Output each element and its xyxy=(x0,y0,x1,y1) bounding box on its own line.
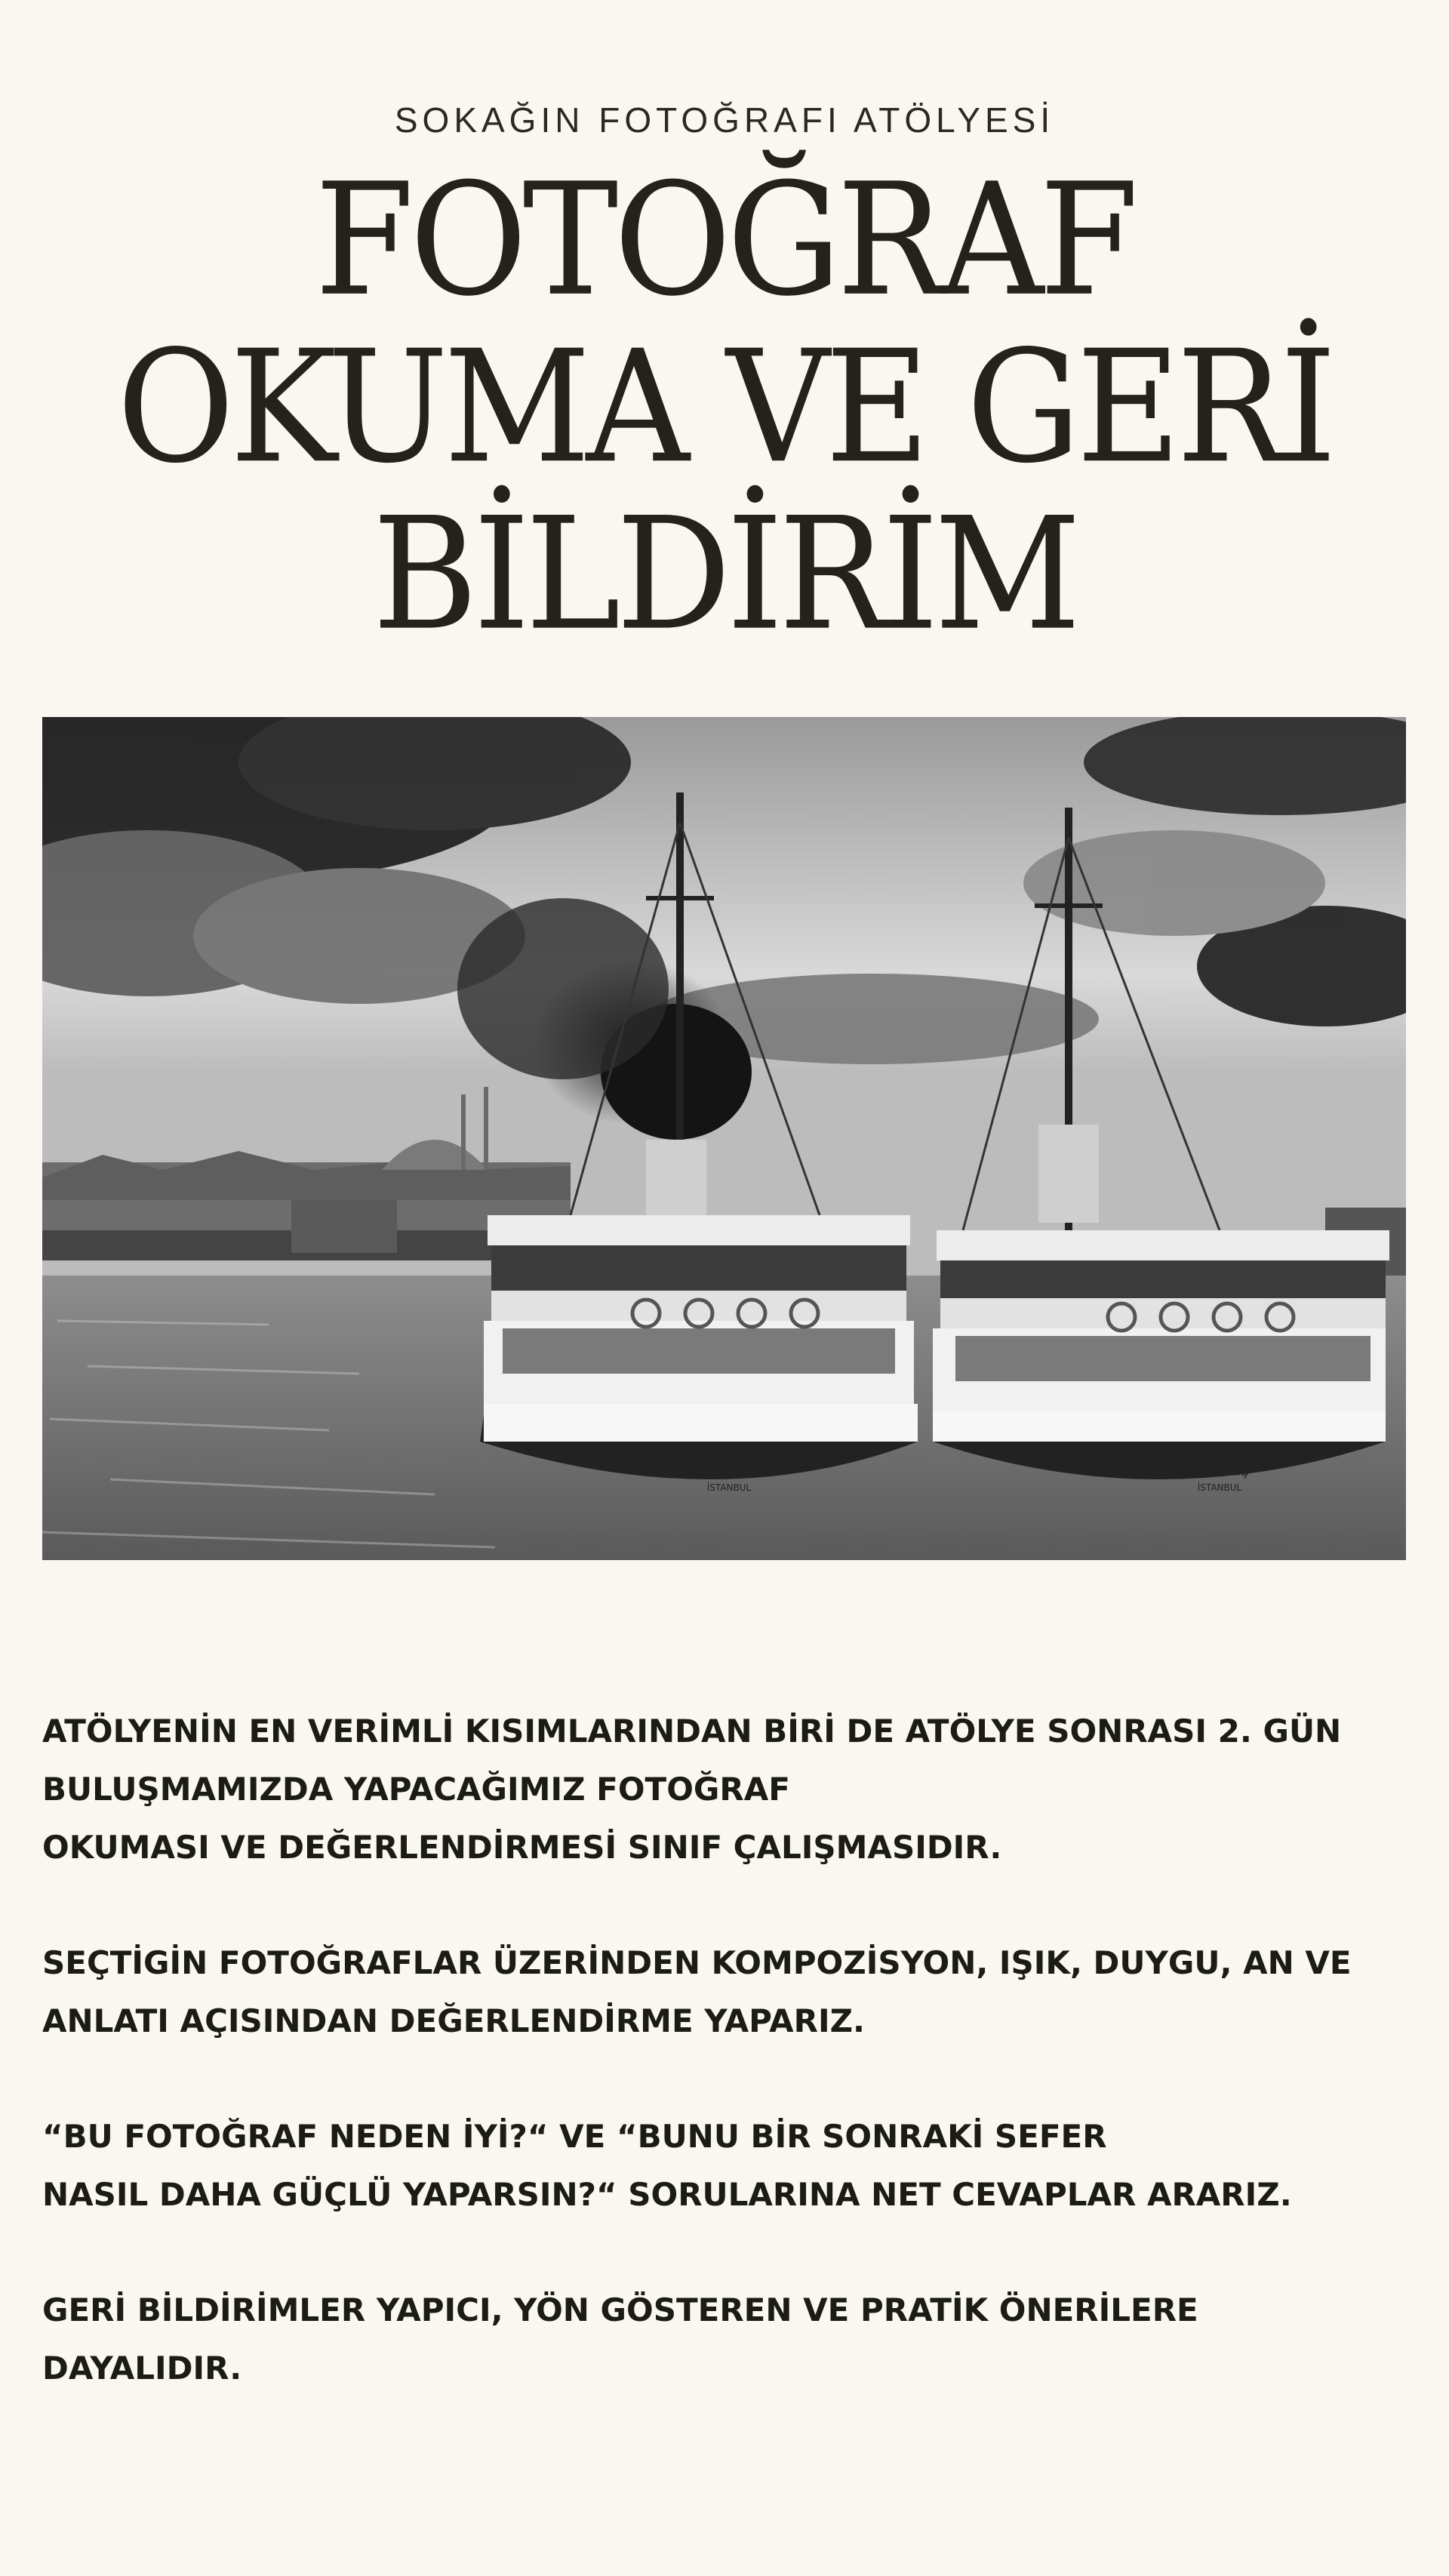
ferry-right-port: İSTANBUL xyxy=(1197,1482,1242,1493)
title-line: FOTOĞRAF xyxy=(315,149,1134,331)
description xyxy=(42,1702,1408,2454)
text-line: SEÇTİGİN FOTOĞRAFLAR ÜZERİNDEN KOMPOZİSYON, IŞIK, DUYGU, AN VE xyxy=(42,1944,1352,1981)
paragraph xyxy=(42,2281,1408,2397)
workshop-name: SOKAĞIN FOTOĞRAFI ATÖLYESİ xyxy=(394,100,1055,140)
ferry-left-name: N.ALPTOĞAN xyxy=(679,1461,779,1479)
title-line: BİLDİRİM xyxy=(372,484,1077,665)
text-line: BULUŞMAMIZDA YAPACAĞIMIZ FOTOĞRAF xyxy=(42,1771,790,1808)
ferry-photo xyxy=(42,717,1406,1560)
paragraph xyxy=(42,2107,1408,2224)
title-line: OKUMA VE GERİ xyxy=(116,317,1333,497)
ferry-left-port: İSTANBUL xyxy=(706,1482,752,1493)
paragraph xyxy=(42,1702,1408,1876)
text-line: ANLATI AÇISINDAN DEĞERLENDİRME YAPARIZ. xyxy=(42,2002,865,2039)
text-line: “BU FOTOĞRAF NEDEN İYİ?“ VE “BUNU BİR SONRAKİ SEFER xyxy=(42,2118,1107,2155)
text-line: ATÖLYENİN EN VERİMLİ KISIMLARINDAN BİRİ DE ATÖLYE SONRASI 2. GÜN xyxy=(42,1713,1342,1750)
text-line: NASIL DAHA GÜÇLÜ YAPARSIN?“ SORULARINA NET CEVAPLAR ARARIZ. xyxy=(42,2176,1292,2213)
text-line: GERİ BİLDİRİMLER YAPICI, YÖN GÖSTEREN VE PRATİK ÖNERİLERE DAYALIDIR. xyxy=(42,2291,1198,2387)
page-title xyxy=(0,149,1449,665)
ferry-right-name: KALAMIŞ xyxy=(1189,1463,1250,1479)
text-line: OKUMASI VE DEĞERLENDİRMESİ SINIF ÇALIŞMASIDIR. xyxy=(42,1829,1002,1866)
paragraph xyxy=(42,1934,1408,2050)
